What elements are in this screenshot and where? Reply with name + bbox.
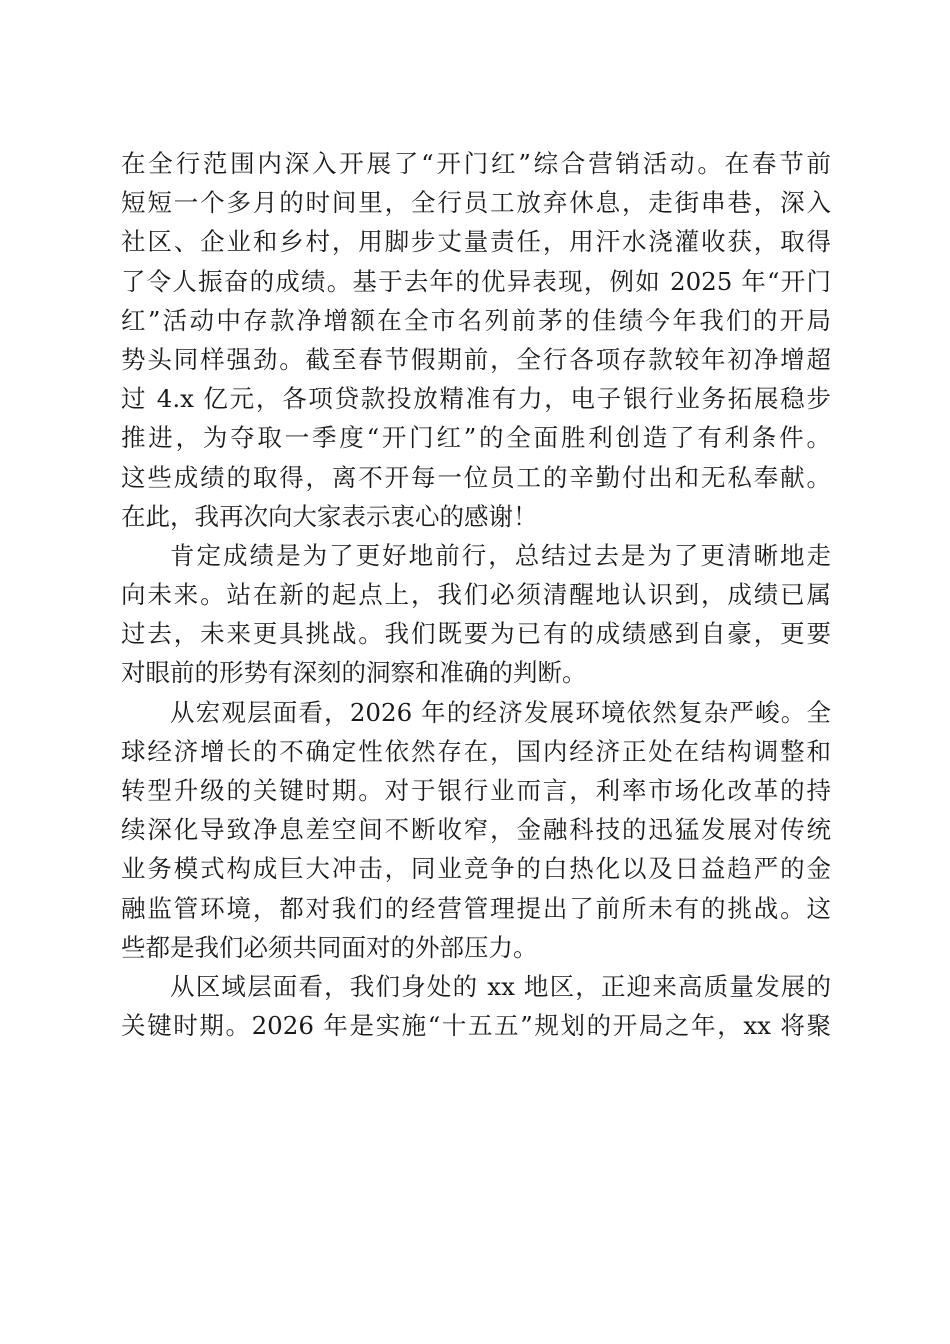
paragraph (121, 536, 831, 693)
text-line: 续深化导致净息差空间不断收窄，金融科技的迅猛发展对传统 (121, 815, 831, 845)
paragraph (121, 967, 831, 1045)
text-line: 业务模式构成巨大冲击，同业竞争的白热化以及日益趋严的金 (121, 854, 831, 884)
text-line: 在此，我再次向大家表示衷心的感谢！ (121, 501, 538, 531)
text-line: 过 4.x 亿元，各项贷款投放精准有力，电子银行业务拓展稳步 (121, 384, 832, 414)
text-line: 从宏观层面看，2026 年的经济发展环境依然复杂严峻。全 (170, 697, 831, 727)
paragraph (121, 693, 831, 967)
text-line: 势头同样强劲。截至春节假期前，全行各项存款较年初净增超 (121, 344, 831, 374)
text-line: 过去，未来更具挑战。我们既要为已有的成绩感到自豪，更要 (121, 619, 831, 649)
text-line: 关键时期。2026 年是实施“十五五”规划的开局之年，xx 将聚 (121, 1011, 831, 1041)
text-line: 社区、企业和乡村，用脚步丈量责任，用汗水浇灌收获，取得 (121, 227, 831, 257)
text-line: 融监管环境，都对我们的经营管理提出了前所未有的挑战。这 (121, 893, 831, 923)
text-line: 在全行范围内深入开展了“开门红”综合营销活动。在春节前 (121, 149, 831, 178)
text-line: 推进，为夺取一季度“开门红”的全面胜利创造了有利条件。 (121, 423, 831, 453)
text-line: 从区域层面看，我们身处的 xx 地区，正迎来高质量发展的 (170, 971, 831, 1001)
text-line: 对眼前的形势有深刻的洞察和准确的判断。 (121, 658, 587, 688)
text-line: 肯定成绩是为了更好地前行，总结过去是为了更清晰地走 (170, 540, 831, 570)
text-line: 球经济增长的不确定性依然存在，国内经济正处在结构调整和 (121, 736, 831, 766)
text-line: 转型升级的关键时期。对于银行业而言，利率市场化改革的持 (121, 776, 831, 805)
text-line: 红”活动中存款净增额在全市名列前茅的佳绩今年我们的开局 (121, 305, 831, 335)
text-line: 些都是我们必须共同面对的外部压力。 (121, 932, 538, 962)
document-body (121, 144, 831, 1045)
text-line: 短短一个多月的时间里，全行员工放弃休息，走街串巷，深入 (121, 188, 831, 218)
text-line: 了令人振奋的成绩。基于去年的优异表现，例如 2025 年“开门 (121, 266, 831, 296)
text-line: 这些成绩的取得，离不开每一位员工的辛勤付出和无私奉献。 (121, 462, 831, 492)
text-line: 向未来。站在新的起点上，我们必须清醒地认识到，成绩已属 (121, 580, 831, 610)
paragraph (121, 144, 831, 536)
